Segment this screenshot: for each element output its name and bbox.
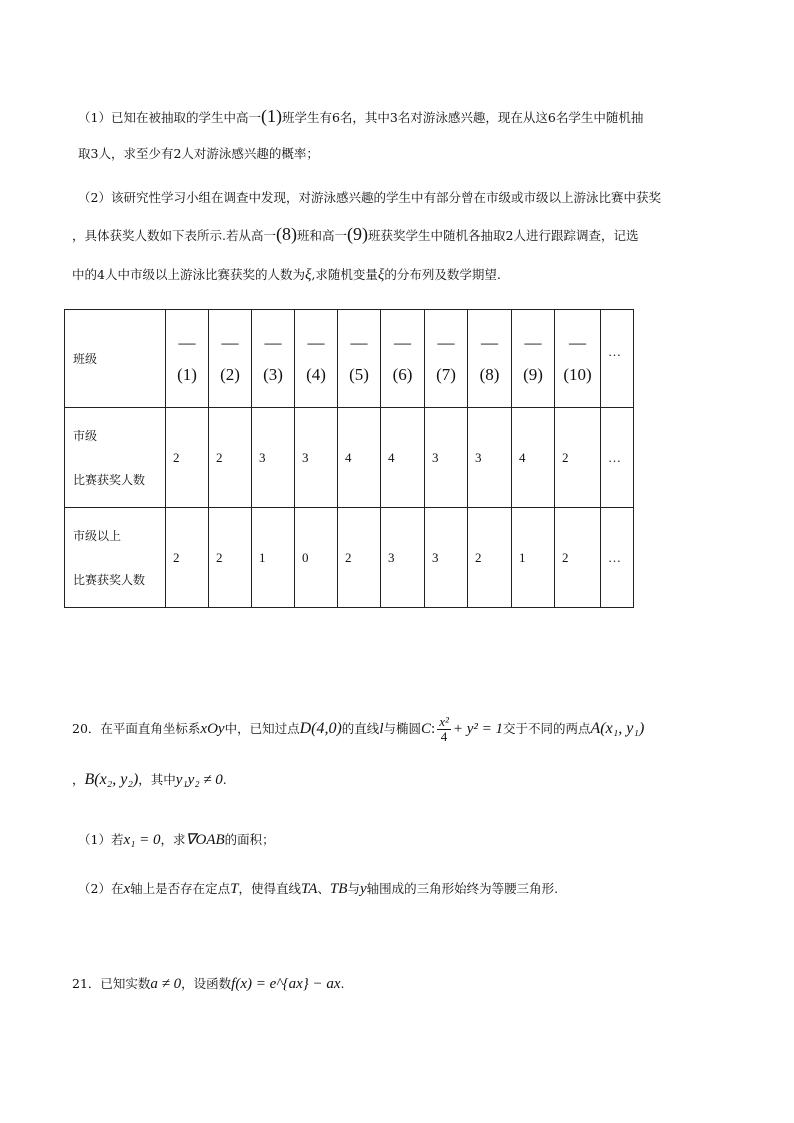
q21-text-c: . [340, 976, 345, 991]
q20-line-l: l [379, 721, 384, 737]
table-cell: 0 [295, 508, 338, 608]
q21-text-b: ，设函数 [181, 976, 232, 991]
q19-part1-line1 [78, 106, 643, 128]
class-dash: — [350, 332, 368, 352]
q20-text-b: 中，已知过点 [224, 721, 300, 736]
table-header-row [65, 310, 634, 408]
q20-text-e: 交于不同的两点 [503, 721, 591, 736]
class-cell [468, 310, 512, 408]
class-label: (1) [177, 364, 197, 384]
q20-part1 [78, 830, 275, 850]
q20-text-c: 的直线 [341, 721, 380, 736]
table-cell: 2 [209, 408, 252, 508]
q21-condition: a ≠ 0 [150, 976, 182, 992]
q20-p2-text-d: 、 [317, 881, 330, 896]
table-cell: 3 [425, 408, 468, 508]
q20-p2-x: x [123, 881, 131, 897]
class-dash: — [569, 332, 586, 352]
table-cell: 3 [295, 408, 338, 508]
ellipsis-cell [601, 310, 634, 408]
class-dash: — [394, 332, 411, 352]
class-dash: — [178, 332, 196, 352]
q20-p2-text-e: 与 [347, 881, 360, 896]
table-cell: 2 [209, 508, 252, 608]
header-label-cell [65, 310, 166, 408]
q20-line1 [72, 715, 644, 744]
q19-p2-class9: (9) [347, 224, 368, 244]
class-dash: — [264, 332, 282, 352]
table-row [65, 408, 634, 508]
q20-line2 [72, 770, 227, 790]
class-cell [512, 310, 555, 408]
row-label-cell [65, 508, 166, 608]
q20-p2-t: T [230, 881, 239, 897]
row-label-cell [65, 408, 166, 508]
class-cell [166, 310, 209, 408]
award-table [64, 309, 634, 608]
ellipsis: … [608, 344, 621, 359]
ellipsis-cell: … [601, 508, 634, 608]
ellipsis-cell: … [601, 408, 634, 508]
row-label-b: 比赛获奖人数 [73, 472, 146, 487]
q19-p2-xi-2: ξ [377, 267, 385, 283]
q20-point-a: A(x₁, y₁) [590, 720, 645, 737]
q20-frac-den: 4 [440, 729, 448, 744]
class-label: (9) [523, 364, 543, 384]
table-cell: 3 [252, 408, 295, 508]
header-label: 班级 [73, 351, 98, 366]
q20-p1-text-c: 的面积； [224, 832, 275, 847]
class-label: (6) [392, 364, 413, 384]
q20-p1-cond: x₁ = 0 [123, 832, 161, 848]
class-cell [555, 310, 601, 408]
class-label: (10) [563, 364, 592, 384]
table-cell: 4 [512, 408, 555, 508]
q20-point-b: B(x₂, y₂) [84, 771, 139, 788]
class-dash: — [307, 332, 325, 352]
q20-p1-text-a: （1）若 [78, 832, 124, 847]
class-label: (2) [220, 364, 240, 384]
class-cell [338, 310, 381, 408]
q19-p1-text-a: （1）已知在被抽取的学生中高一 [78, 110, 261, 125]
class-cell [209, 310, 252, 408]
q20-condition: y₁y₂ ≠ 0 [175, 772, 223, 788]
q20-text-a: 20．在平面直角坐标系 [72, 721, 201, 736]
q21-text-a: 21．已知实数 [72, 976, 151, 991]
table-cell: 3 [381, 508, 425, 608]
class-cell [295, 310, 338, 408]
table-cell: 1 [252, 508, 295, 608]
table-cell: 2 [555, 408, 601, 508]
row-label-a: 市级 [73, 428, 98, 443]
q19-p2-text-d: 中的4人中市级以上游泳比赛获奖的人数为 [72, 267, 305, 282]
q19-p2-text-a: ，具体获奖人数如下表所示.若从高一 [72, 228, 276, 243]
q20-xoy: xOy [200, 721, 225, 737]
q20-p2-text-f: 轴围成的三角形始终为等腰三角形. [366, 881, 559, 896]
q19-part2-line3 [72, 265, 501, 285]
q19-p2-text-f: 的分布列及数学期望. [384, 267, 501, 282]
q20-eq-rest: + y² = 1 [452, 721, 504, 737]
class-cell [381, 310, 425, 408]
q20-p2-text-b: 轴上是否存在定点 [130, 881, 231, 896]
class-label: (7) [436, 364, 456, 384]
q20-text-d: 与椭圆 [383, 721, 421, 736]
table-cell: 3 [425, 508, 468, 608]
class-dash: — [221, 332, 239, 352]
class-label: (8) [479, 364, 500, 384]
q20-frac-num: x² [439, 714, 449, 729]
class-cell [425, 310, 468, 408]
q19-p1-text-b: 班学生有6名，其中3名对游泳感兴趣，现在从这6名学生中随机抽 [281, 110, 644, 125]
q20-p2-text-a: （2）在 [78, 881, 124, 896]
q19-p1-class1: (1) [260, 106, 282, 126]
q19-p2-xi-1: ξ [304, 267, 312, 283]
table-cell: 2 [468, 508, 512, 608]
q19-p2-class8: (8) [275, 224, 297, 244]
q20-p2-tb: TB [329, 881, 348, 897]
table-cell: 4 [381, 408, 425, 508]
class-dash: — [524, 332, 542, 352]
class-dash: — [437, 332, 455, 352]
q20-fraction [437, 715, 451, 744]
q19-part2-line1: （2）该研究性学习小组在调查中发现，对游泳感兴趣的学生中有部分曾在市级或市级以上游泳比赛中获奖 [78, 190, 661, 205]
table-cell: 2 [166, 408, 209, 508]
class-label: (5) [349, 364, 369, 384]
class-label: (3) [263, 364, 283, 384]
table-cell: 1 [512, 508, 555, 608]
q21-function: f(x) = e^{ax} − ax [231, 976, 341, 992]
q19-part1-line2: 取3人，求至少有2人对游泳感兴趣的概率； [78, 146, 319, 161]
class-dash: — [481, 332, 498, 352]
table-cell: 2 [338, 508, 381, 608]
q19-p2-text-e: ,求随机变量 [311, 267, 378, 282]
q20-p2-text-c: ，使得直线 [238, 881, 301, 896]
q20-point-d: D(4,0) [299, 720, 342, 737]
q19-p2-text-c: 班获奖学生中随机各抽取2人进行跟踪调查，记选 [368, 228, 639, 243]
q20-text-h: . [222, 772, 227, 787]
class-label: (4) [306, 364, 326, 384]
q20-p1-text-b: ，求 [160, 832, 186, 847]
q20-text-f: ， [72, 772, 85, 787]
q20-ellipse-c: C [421, 721, 432, 737]
table-cell: 2 [555, 508, 601, 608]
q21-line1 [72, 974, 345, 994]
table-row [65, 508, 634, 608]
q19-part2-line2 [72, 224, 638, 246]
row-label-b: 比赛获奖人数 [73, 572, 146, 587]
q20-colon: : [431, 721, 436, 737]
table-cell: 2 [166, 508, 209, 608]
q19-p2-text-b: 班和高一 [296, 228, 347, 243]
table-cell: 4 [338, 408, 381, 508]
row-label-a: 市级以上 [73, 528, 122, 543]
q20-p2-ta: TA [301, 881, 318, 897]
q20-text-g: ，其中 [138, 772, 176, 787]
table-cell: 3 [468, 408, 512, 508]
q20-part2 [78, 879, 558, 899]
q20-p2-y: y [359, 881, 367, 897]
class-cell [252, 310, 295, 408]
q20-p1-triangle: ∇OAB [185, 832, 225, 848]
